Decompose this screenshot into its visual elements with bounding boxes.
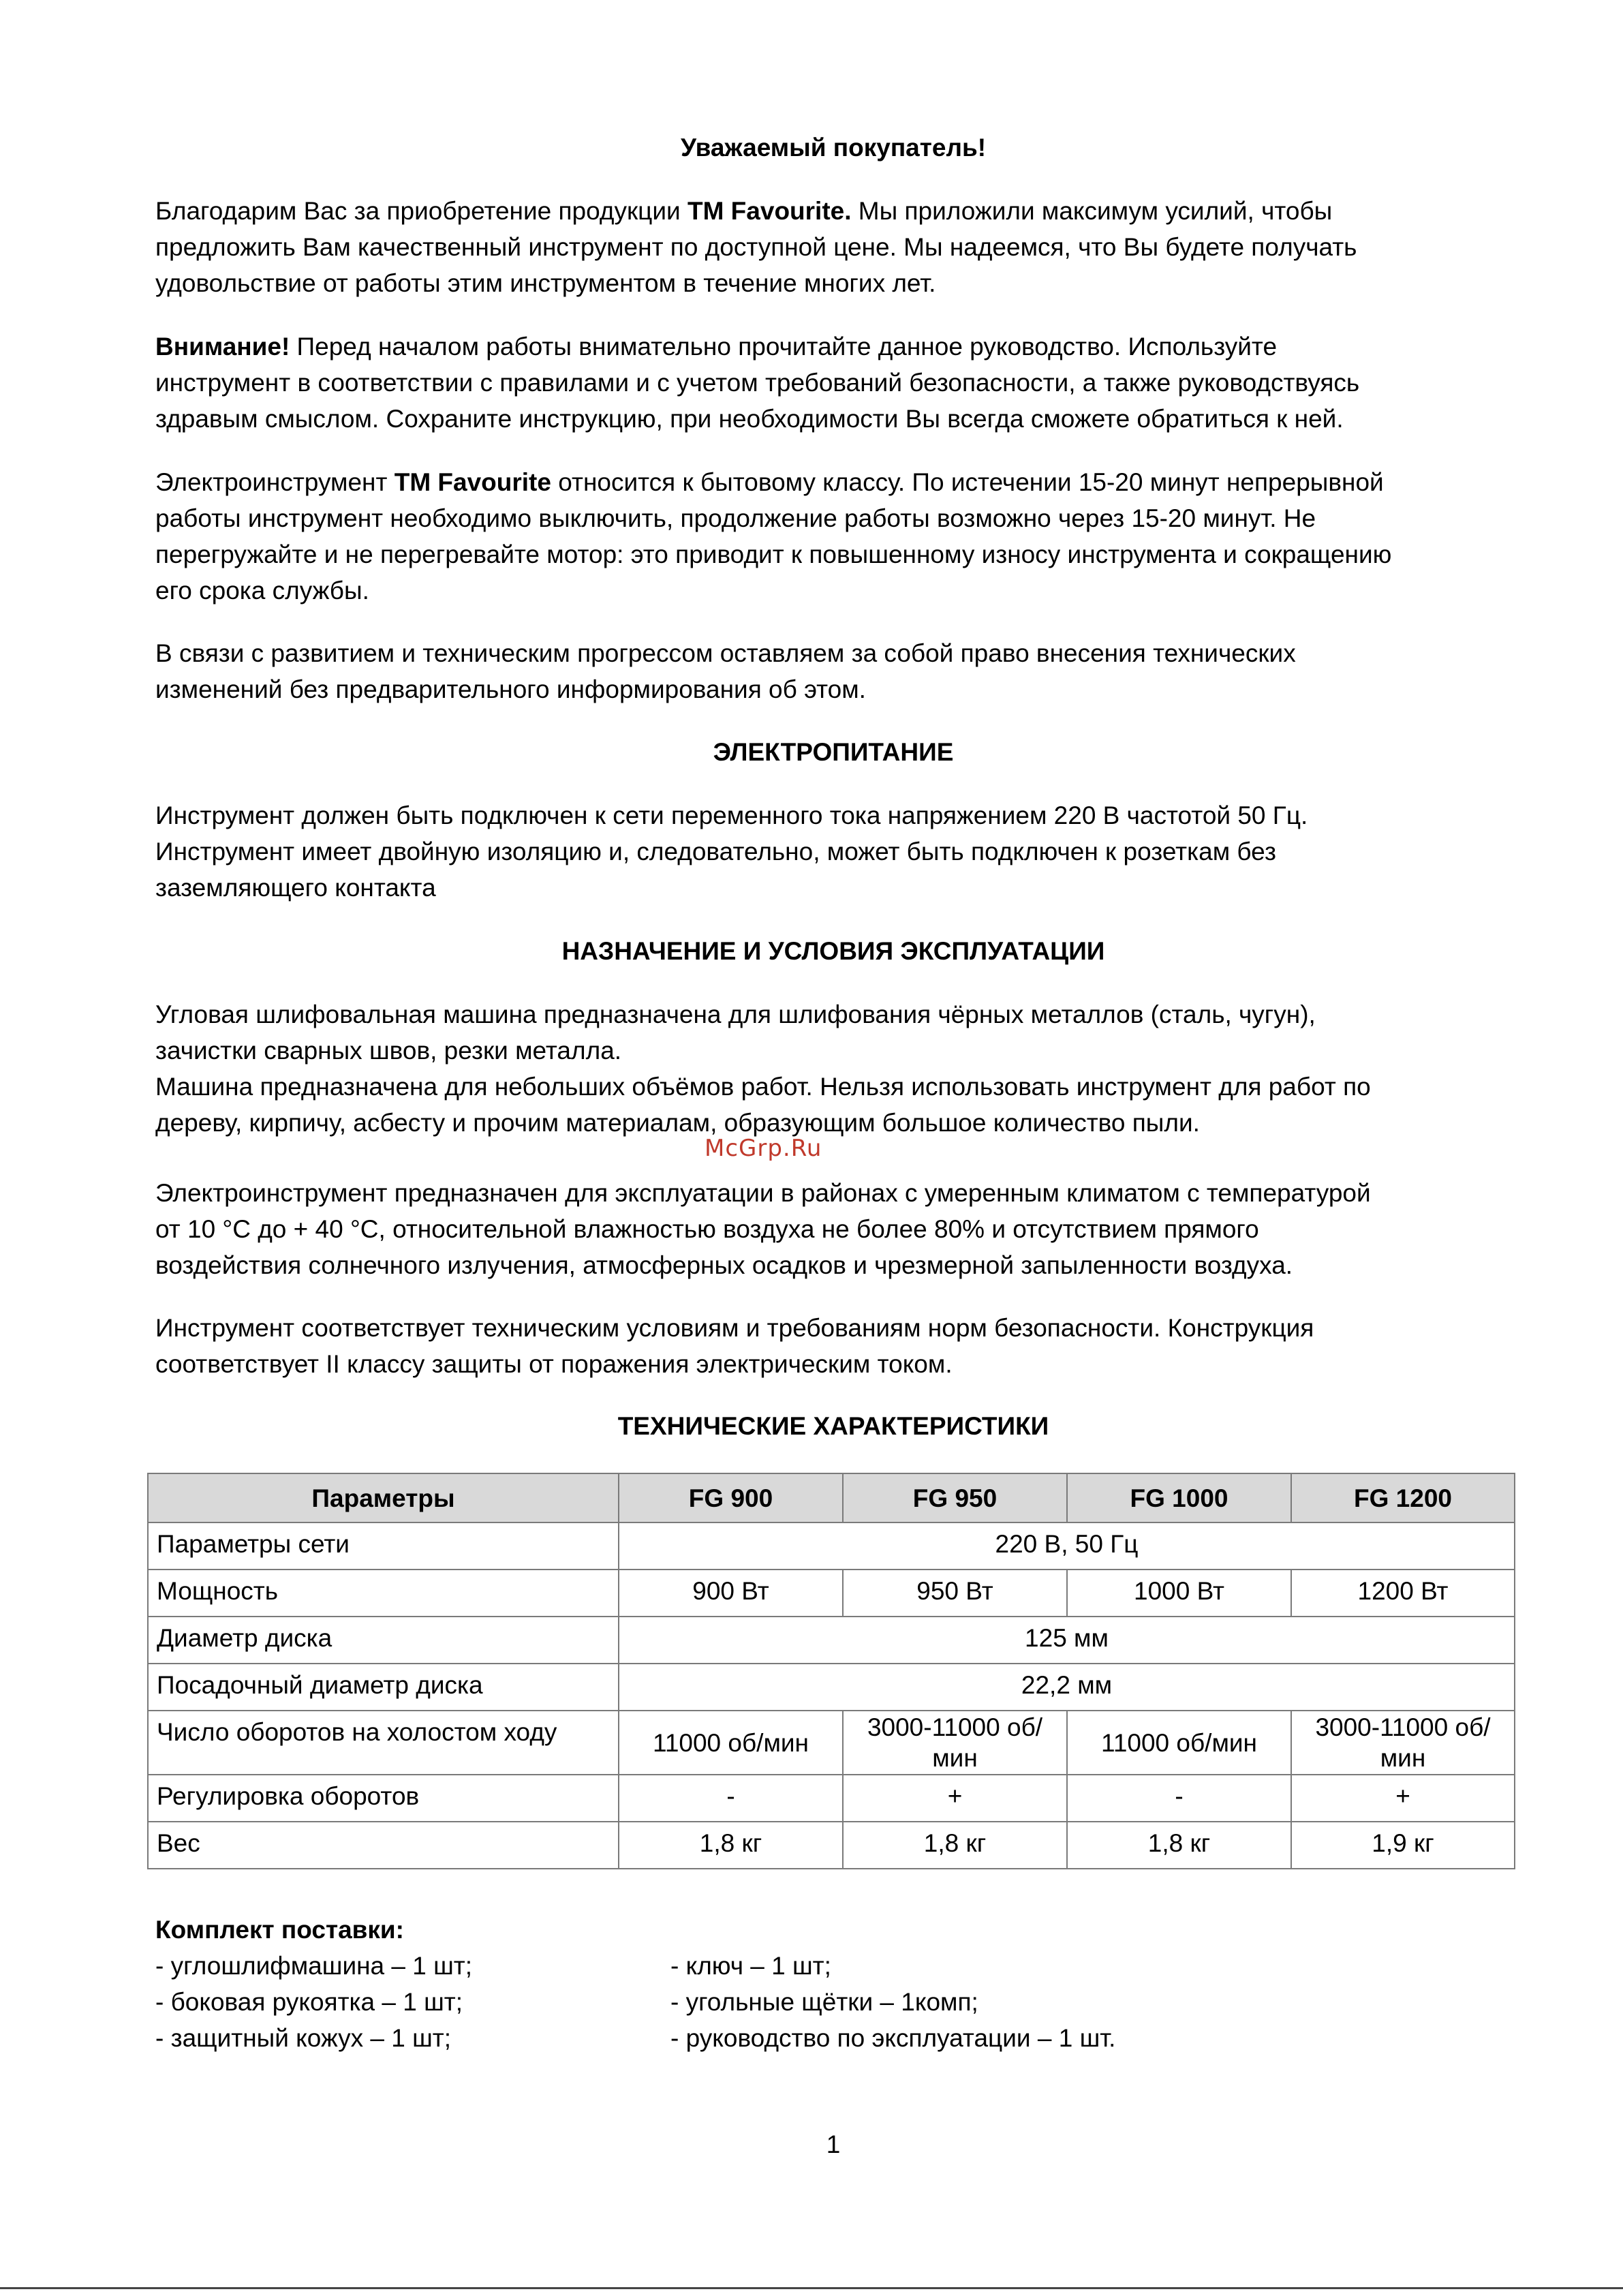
table-row [148, 1822, 1515, 1869]
attention-paragraph: Внимание! Перед началом работы внимательно прочитайте данное руководство. Используйте инструмент в соответствии с правилами и с учетом требований безопасности, а также руководствуясь здравым смыслом. Сохраните инструкцию, при необходимости Вы всегда сможете обратиться к ней. [155, 333, 1360, 433]
brand-name: TM Favourite. [687, 197, 852, 225]
cell-value: 11000 об/мин [619, 1711, 843, 1775]
kit-item: - боковая рукоятка – 1 шт; [155, 1988, 463, 2016]
row-label: Параметры сети [148, 1522, 619, 1570]
cell-value: 1000 Вт [1067, 1570, 1291, 1617]
kit-item: - угольные щётки – 1комп; [670, 1988, 978, 2016]
power-supply-paragraph: Инструмент должен быть подключен к сети переменного тока напряжением 220 В частотой 50 Гц. Инструмент имеет двойную изоляцию и, следовательно, может быть подключен к розеткам без заземляющего контакта [155, 801, 1308, 902]
row-label: Посадочный диаметр диска [148, 1664, 619, 1711]
kit-title: Комплект поставки: [155, 1916, 404, 1944]
kit-item: - защитный кожух – 1 шт; [155, 2024, 452, 2052]
table-header-cell: FG 900 [619, 1473, 843, 1522]
table-header-cell: FG 1200 [1291, 1473, 1515, 1522]
specs-heading: ТЕХНИЧЕСКИЕ ХАРАКТЕРИСТИКИ [617, 1412, 1049, 1440]
table-header-cell: FG 1000 [1067, 1473, 1291, 1522]
greeting-heading: Уважаемый покупатель! [680, 134, 987, 162]
kit-item: - руководство по эксплуатации – 1 шт. [670, 2024, 1116, 2052]
cell-value: 1,9 кг [1291, 1822, 1515, 1869]
cell-value: 3000-11000 об/мин [1291, 1711, 1515, 1775]
power-supply-heading: ЭЛЕКТРОПИТАНИЕ [713, 738, 954, 766]
purpose-heading: НАЗНАЧЕНИЕ И УСЛОВИЯ ЭКСПЛУАТАЦИИ [561, 937, 1105, 965]
row-label: Регулировка оборотов [148, 1775, 619, 1822]
cell-value: - [619, 1775, 843, 1822]
cell-value: + [1291, 1775, 1515, 1822]
household-class-paragraph: Электроинструмент TM Favourite относится к бытовому классу. По истечении 15-20 минут непрерывной работы инструмент необходимо выключить, продолжение работы возможно через 15-20 минут. Не перегружайте и не перегревайте мотор: это приводит к повышенному износу инструмента и сокращению его срока службы. [155, 468, 1392, 604]
kit-list-right [670, 1948, 1115, 2056]
table-row [148, 1617, 1515, 1664]
intro-paragraph: Благодарим Вас за приобретение продукции TM Favourite. Мы приложили максимум усилий, чтобы предложить Вам качественный инструмент по доступной цене. Мы надеемся, что Вы будете получать удовольствие от работы этим инструментом в течение многих лет. [155, 197, 1357, 297]
table-header-cell: FG 950 [843, 1473, 1067, 1522]
cell-value: 1,8 кг [843, 1822, 1067, 1869]
watermark-text: McGrp.Ru [705, 1135, 822, 1162]
cell-value: 22,2 мм [619, 1664, 1515, 1711]
changes-paragraph: В связи с развитием и техническим прогрессом оставляем за собой право внесения технических изменений без предварительного информирования об этом. [155, 639, 1296, 703]
cell-value: 3000-11000 об/мин [843, 1711, 1067, 1775]
climate-paragraph: Электроинструмент предназначен для эксплуатации в районах с умеренным климатом с температурой от 10 °С до + 40 °С, относительной влажностью воздуха не более 80% и отсутствием прямого воздействия солнечного излучения, атмосферных осадков и чрезмерной запыленности воздуха. [155, 1179, 1371, 1279]
cell-value: - [1067, 1775, 1291, 1822]
row-label: Диаметр диска [148, 1617, 619, 1664]
table-header-cell: Параметры [148, 1473, 619, 1522]
row-label: Мощность [148, 1570, 619, 1617]
table-row [148, 1711, 1515, 1775]
kit-item: - ключ – 1 шт; [670, 1952, 831, 1980]
row-label: Число оборотов на холостом ходу [148, 1711, 619, 1775]
cell-value: 125 мм [619, 1617, 1515, 1664]
cell-value: 950 Вт [843, 1570, 1067, 1617]
cell-value: 1200 Вт [1291, 1570, 1515, 1617]
cell-value: 900 Вт [619, 1570, 843, 1617]
cell-value: 11000 об/мин [1067, 1711, 1291, 1775]
attention-label: Внимание! [155, 333, 290, 361]
row-label: Вес [148, 1822, 619, 1869]
purpose-paragraph: Угловая шлифовальная машина предназначена для шлифования чёрных металлов (сталь, чугун), зачистки сварных швов, резки металла. Машина предназначена для небольших объёмов работ. Нельзя использовать инструмент для работ по дереву, кирпичу, асбесту и прочим материалам, образующим большое количество пыли. [155, 1000, 1371, 1137]
table-row [148, 1664, 1515, 1711]
brand-name: TM Favourite [394, 468, 551, 496]
page-number: 1 [826, 2130, 841, 2158]
kit-list-left [155, 1948, 472, 2056]
kit-item: - углошлифмашина – 1 шт; [155, 1952, 473, 1980]
table-row [148, 1522, 1515, 1570]
cell-value: + [843, 1775, 1067, 1822]
specs-table [147, 1473, 1515, 1869]
cell-value: 220 В, 50 Гц [619, 1522, 1515, 1570]
page-bottom-border [0, 2287, 1623, 2289]
table-row [148, 1775, 1515, 1822]
table-row [148, 1570, 1515, 1617]
cell-value: 1,8 кг [1067, 1822, 1291, 1869]
compliance-paragraph: Инструмент соответствует техническим условиям и требованиям норм безопасности. Конструкция соответствует II классу защиты от поражения электрическим током. [155, 1314, 1314, 1378]
table-header-row [148, 1473, 1515, 1522]
cell-value: 1,8 кг [619, 1822, 843, 1869]
